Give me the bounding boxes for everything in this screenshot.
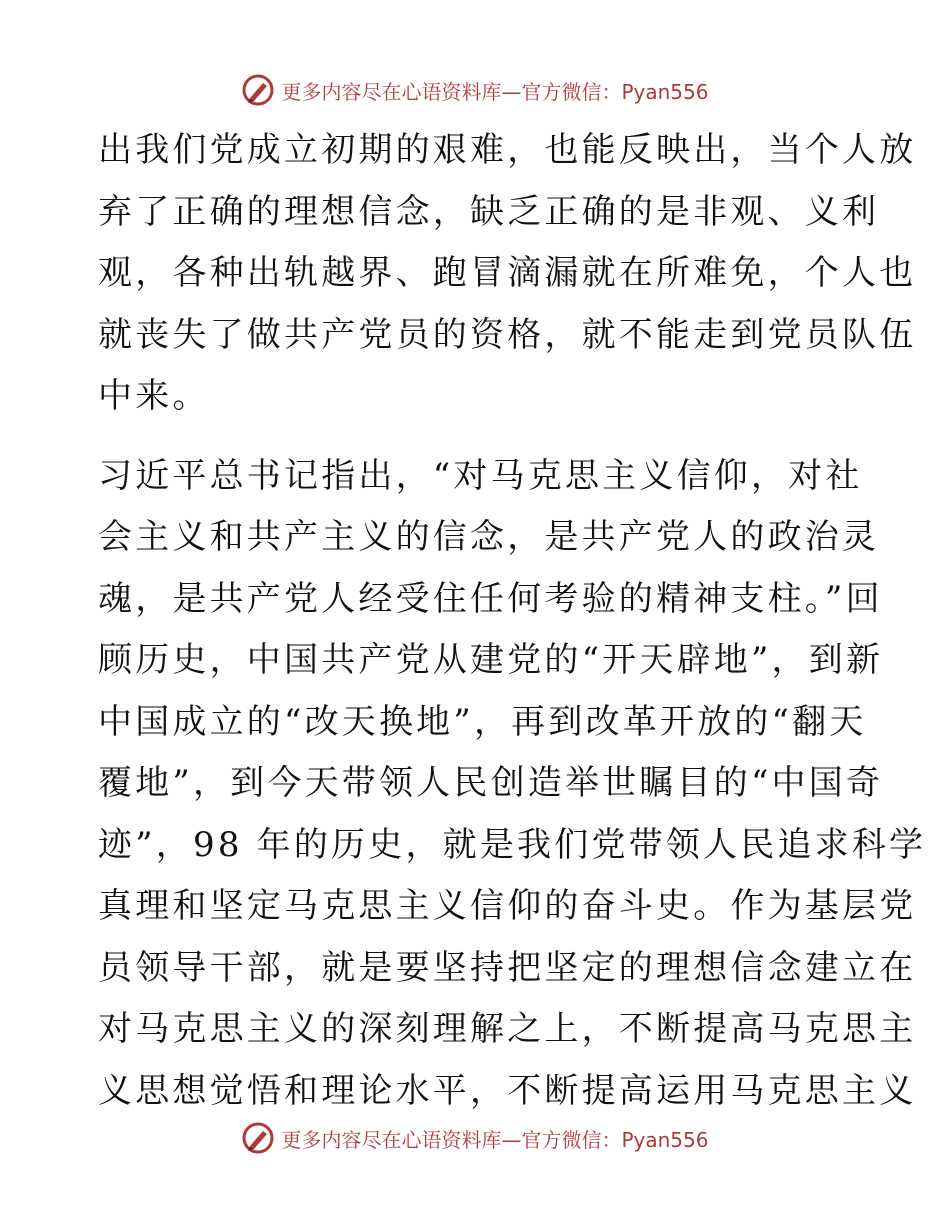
text-line: 出我们党成立初期的艰难，也能反映出，当个人放	[98, 130, 917, 170]
text-line: 习近平总书记指出，“对马克思主义信仰，对社	[98, 455, 863, 496]
text-line: 对马克思主义的深刻理解之上，不断提高马克思主	[98, 1009, 917, 1049]
footer-banner	[0, 1116, 950, 1160]
document-body	[98, 120, 927, 1122]
text-line: 就丧失了做共产党员的资格，就不能走到党员队伍	[98, 314, 917, 355]
text-line: 真理和坚定马克思主义信仰的奋斗史。作为基层党	[98, 886, 917, 926]
text-line: 覆地”，到今天带领人民创造举世瞩目的“中国奇	[98, 763, 884, 803]
text-line: 迹”，98 年的历史，就是我们党带领人民追求科学	[98, 824, 927, 865]
text-line: 员领导干部，就是要坚持把坚定的理想信念建立在	[98, 947, 917, 988]
footer-banner-text: 更多内容尽在心语资料库—官方微信：Pyan556	[281, 1127, 709, 1152]
text-line: 观，各种出轨越界、跑冒滴漏就在所难免，个人也	[98, 253, 917, 293]
pen-logo-icon	[241, 1121, 275, 1155]
text-line: 中来。	[98, 376, 210, 416]
pen-logo-icon	[241, 73, 275, 107]
header-banner-text: 更多内容尽在心语资料库—官方微信：Pyan556	[281, 79, 709, 104]
header-banner	[0, 68, 950, 112]
paragraph-2	[98, 446, 927, 1123]
text-line: 顾历史，中国共产党从建党的“开天辟地”，到新	[98, 640, 884, 680]
paragraph-1	[98, 120, 917, 428]
text-line: 弃了正确的理想信念，缺乏正确的是非观、义利	[98, 191, 880, 232]
text-line: 魂，是共产党人经受住任何考验的精神支柱。”回	[98, 578, 883, 619]
text-line: 会主义和共产主义的信念，是共产党人的政治灵	[98, 517, 880, 557]
text-line: 义思想觉悟和理论水平，不断提高运用马克思主义	[98, 1070, 917, 1111]
text-line: 中国成立的“改天换地”，再到改革开放的“翻天	[98, 701, 867, 742]
